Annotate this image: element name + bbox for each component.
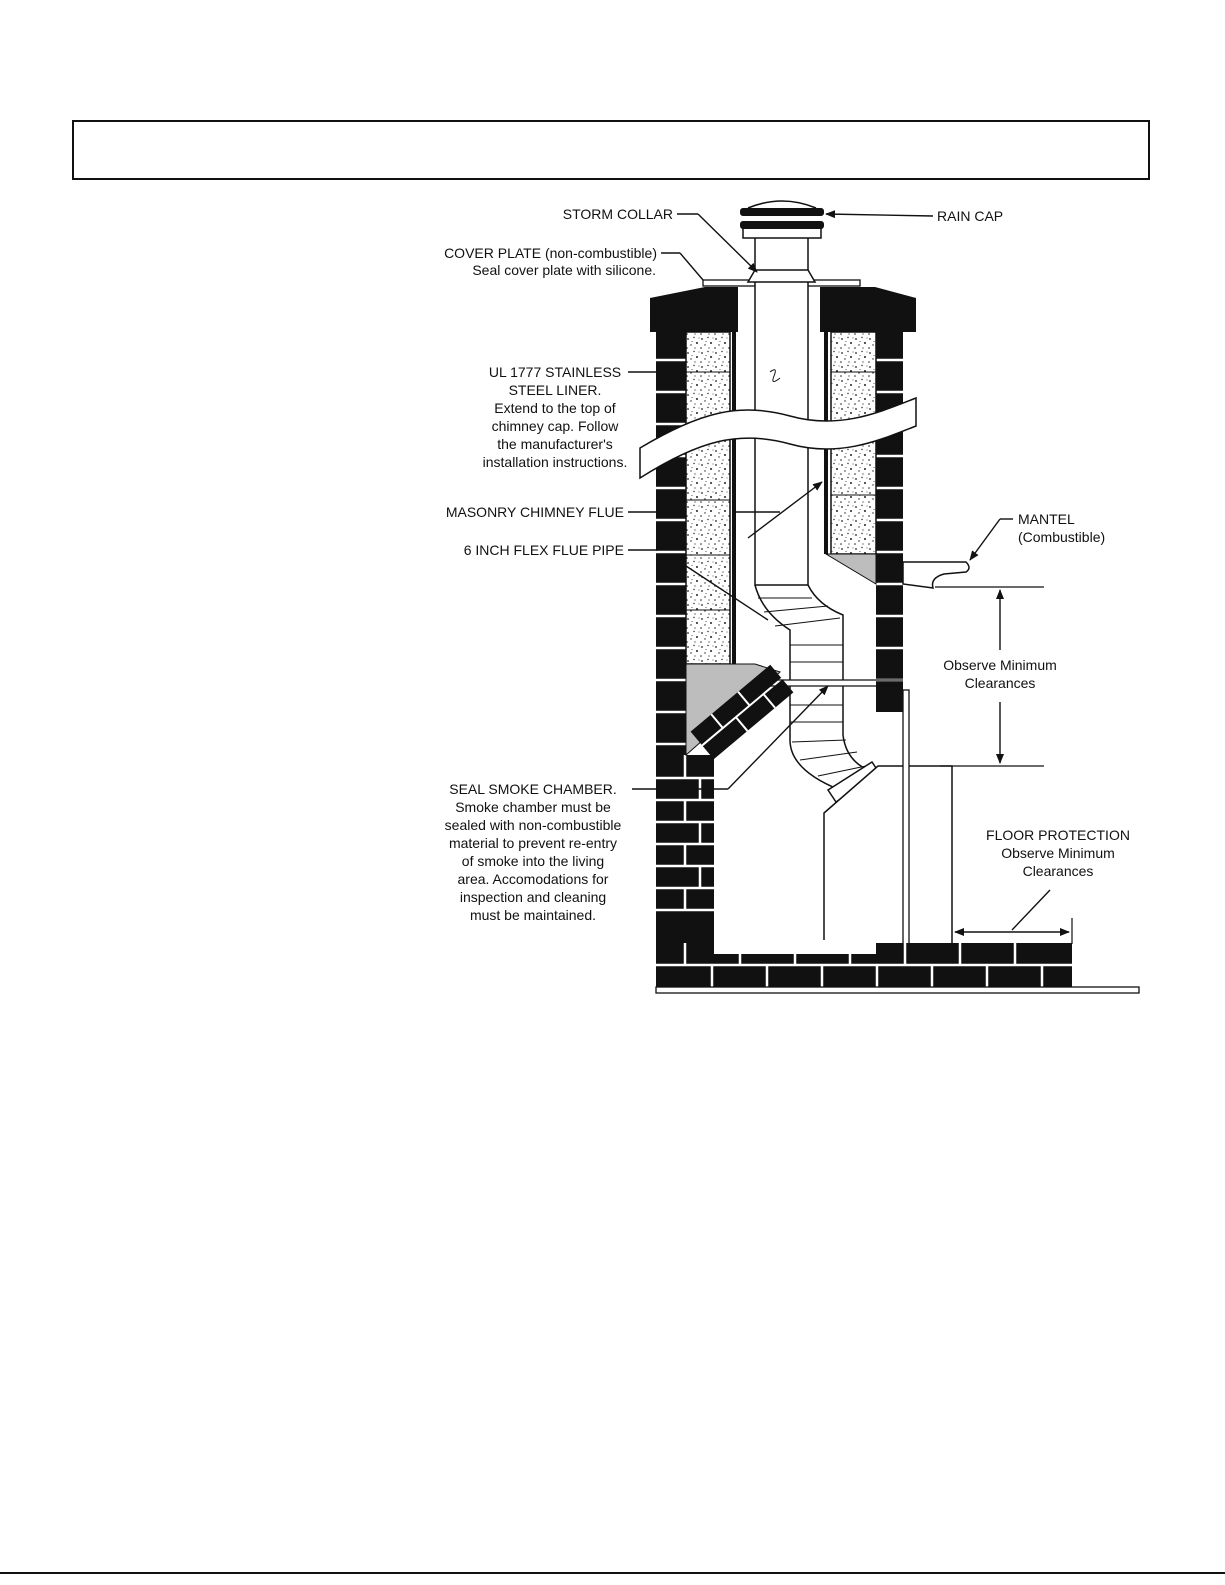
- smoke-chamber-label-6: area. Accomodations for: [457, 871, 609, 887]
- mantel: [903, 562, 969, 588]
- flex-flue-pipe: [755, 585, 843, 680]
- smoke-chamber-label-8: must be maintained.: [469, 907, 597, 923]
- rain-cap-label: RAIN CAP: [937, 208, 1004, 224]
- liner-label-3: Extend to the top of: [494, 400, 616, 416]
- storm-collar-label: STORM COLLAR: [562, 206, 673, 222]
- liner-label-5: the manufacturer's: [497, 436, 613, 452]
- clearance-label-1: Observe Minimum: [943, 657, 1057, 673]
- liner-label-6: installation instructions.: [482, 454, 628, 470]
- smoke-chamber-label-1: SEAL SMOKE CHAMBER.: [449, 781, 617, 797]
- mantel-label-2: (Combustible): [1018, 529, 1106, 545]
- floor-protection-label-2: Observe Minimum: [1001, 845, 1115, 861]
- right-brick-wall: [876, 332, 903, 712]
- smoke-chamber-label-2: Smoke chamber must be: [455, 799, 611, 815]
- stainless-liner: [755, 235, 808, 585]
- right-chimney-crown: [820, 287, 916, 332]
- flex-pipe-label: 6 INCH FLEX FLUE PIPE: [463, 542, 624, 558]
- storm-collar: [748, 270, 815, 282]
- mantel-label-1: MANTEL: [1018, 511, 1075, 527]
- rain-cap: [740, 201, 824, 238]
- cover-plate-note: Seal cover plate with silicone.: [472, 262, 656, 278]
- wall-post: [903, 690, 909, 944]
- left-flue-tile: [686, 332, 730, 664]
- floor-line: [656, 987, 1139, 993]
- floor-protection-label-3: Clearances: [1022, 863, 1094, 879]
- right-smoke-shelf: [826, 554, 876, 584]
- liner-label-2: STEEL LINER.: [508, 382, 602, 398]
- smoke-chamber-label-7: inspection and cleaning: [459, 889, 607, 905]
- smoke-chamber-label-3: sealed with non-combustible: [444, 817, 622, 833]
- cover-plate-label: COVER PLATE (non-combustible): [444, 245, 657, 261]
- smoke-chamber-label-4: material to prevent re-entry: [448, 835, 618, 851]
- clearance-label-2: Clearances: [964, 675, 1036, 691]
- liner-label-1: UL 1777 STAINLESS: [488, 364, 622, 380]
- floor-protection-label-1: FLOOR PROTECTION: [986, 827, 1130, 843]
- liner-label-4: chimney cap. Follow: [491, 418, 619, 434]
- masonry-flue-label: MASONRY CHIMNEY FLUE: [445, 504, 624, 520]
- left-chimney-crown: [650, 287, 738, 332]
- smoke-chamber-label-5: of smoke into the living: [461, 853, 605, 869]
